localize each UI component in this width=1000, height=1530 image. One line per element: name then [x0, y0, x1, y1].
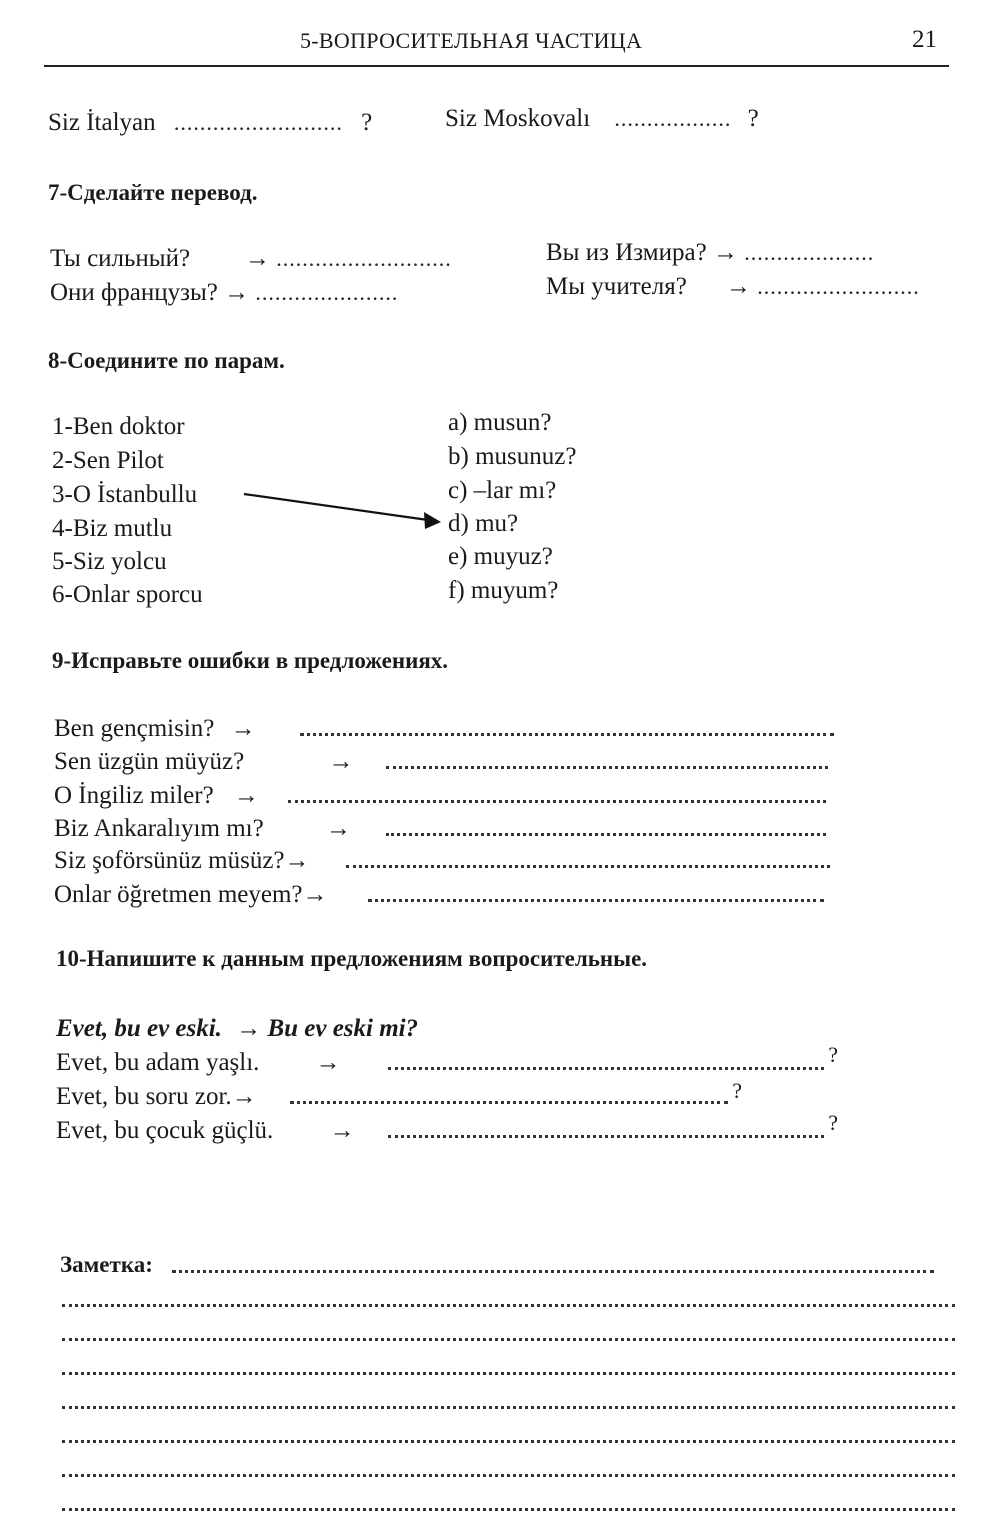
match-left-item[interactable]: 2-Sen Pilot: [52, 447, 164, 474]
prompt-text: Sen üzgün müyüz?: [54, 748, 245, 775]
ex10-item: [56, 1042, 838, 1078]
answer-blank[interactable]: ..................: [614, 106, 732, 131]
match-right-item[interactable]: d) mu?: [448, 510, 519, 537]
answer-blank[interactable]: [388, 1067, 824, 1070]
example-sentence: Evet, bu ev eski.: [56, 1015, 222, 1042]
match-left-item[interactable]: 1-Ben doktor: [52, 413, 185, 440]
prompt-text: Мы учителя?: [546, 273, 687, 300]
prompt-text: Ты сильный?: [50, 245, 191, 272]
match-right-item[interactable]: f) muyum?: [448, 577, 559, 604]
match-right-item[interactable]: c) –lar mı?: [448, 477, 557, 504]
answer-blank[interactable]: ...........................: [276, 246, 452, 271]
question-mark: ?: [747, 105, 759, 132]
match-left-item[interactable]: 3-O İstanbullu: [52, 481, 198, 508]
answer-blank[interactable]: [290, 1101, 728, 1104]
ex10-example: [56, 1014, 418, 1044]
ex9-item: [54, 714, 834, 744]
arrow-icon: →: [230, 715, 256, 742]
note-line[interactable]: [172, 1270, 934, 1273]
match-left-item[interactable]: 5-Siz yolcu: [52, 548, 167, 575]
note-line[interactable]: [62, 1406, 955, 1409]
answer-blank[interactable]: [346, 865, 830, 868]
prompt-text: Они французы?: [50, 279, 218, 306]
note-line[interactable]: [62, 1304, 955, 1307]
exercise-9-title: 9-Исправьте ошибки в предложениях.: [52, 648, 449, 673]
prompt-text: Вы из Измира?: [546, 239, 707, 266]
question-mark: ?: [361, 109, 373, 136]
question-mark: ?: [828, 1110, 838, 1135]
question-mark: ?: [828, 1042, 838, 1067]
exercise-10-title: 10-Напишите к данным предложениям вопросительные.: [56, 946, 648, 971]
match-right-item[interactable]: a) musun?: [448, 409, 552, 436]
arrow-icon: →: [233, 782, 259, 809]
match-left-item[interactable]: 4-Biz mutlu: [52, 515, 173, 542]
match-right-item[interactable]: e) muyuz?: [448, 543, 553, 570]
prompt-text: Evet, bu soru zor.: [56, 1083, 232, 1110]
arrow-icon: →: [231, 1083, 257, 1110]
answer-blank[interactable]: ....................: [744, 240, 875, 265]
arrow-icon: →: [329, 1117, 355, 1144]
answer-blank[interactable]: [288, 800, 826, 803]
question-mark: ?: [732, 1078, 742, 1103]
answer-blank[interactable]: [300, 733, 834, 736]
answer-blank[interactable]: [388, 1135, 824, 1138]
answer-blank[interactable]: ......................: [255, 280, 399, 305]
arrow-icon: →: [315, 1049, 341, 1076]
note-line[interactable]: [62, 1440, 955, 1443]
prompt-text: Siz şoförsünüz müsüz?: [54, 847, 285, 874]
arrow-icon: →: [712, 239, 738, 266]
arrow-icon: →: [245, 245, 270, 272]
match-right-item[interactable]: b) musunuz?: [448, 443, 577, 470]
exercise-8-title: 8-Соедините по парам.: [48, 348, 285, 373]
exercise-7-title: 7-Сделайте перевод.: [48, 180, 258, 205]
page-number: 21: [912, 26, 937, 53]
prompt-text: Evet, bu çocuk güçlü.: [56, 1117, 274, 1144]
note-line[interactable]: [62, 1474, 955, 1477]
prompt-text: O İngiliz miler?: [54, 782, 214, 809]
arrow-icon: →: [284, 847, 310, 874]
ex9-item: [54, 880, 824, 910]
answer-blank[interactable]: ..........................: [173, 110, 343, 135]
prompt-text: Siz İtalyan: [48, 109, 156, 136]
arrow-icon: →: [302, 881, 328, 908]
ex9-item: [54, 747, 828, 777]
chapter-title: 5-ВОПРОСИТЕЛЬНАЯ ЧАСТИЦА: [300, 28, 643, 53]
ex9-item: [54, 814, 826, 844]
ex9-item: [54, 846, 830, 876]
answer-blank[interactable]: [386, 833, 826, 836]
prompt-text: Siz Moskovalı: [445, 105, 591, 132]
prompt-text: Ben gençmisin?: [54, 715, 215, 742]
prompt-text: Biz Ankaralıyım mı?: [54, 815, 264, 842]
note-line[interactable]: [62, 1508, 955, 1511]
prompt-text: Onlar öğretmen meyem?: [54, 881, 303, 908]
ex10-item: [56, 1110, 838, 1146]
example-answer: Bu ev eski mi?: [267, 1015, 419, 1042]
arrow-icon: →: [328, 748, 354, 775]
arrow-icon: →: [726, 273, 751, 300]
answer-blank[interactable]: [386, 766, 828, 769]
match-left-item[interactable]: 6-Onlar sporcu: [52, 581, 203, 608]
answer-blank[interactable]: [368, 899, 824, 902]
ex9-item: [54, 781, 826, 811]
note-label: Заметка:: [60, 1252, 153, 1277]
arrow-icon: →: [224, 279, 250, 306]
note-line[interactable]: [62, 1372, 955, 1375]
ex10-item: [56, 1078, 742, 1112]
note-line[interactable]: [62, 1338, 955, 1341]
arrow-icon: →: [236, 1015, 262, 1042]
answer-blank[interactable]: .........................: [757, 274, 920, 299]
prompt-text: Evet, bu adam yaşlı.: [56, 1049, 260, 1076]
arrow-icon: →: [325, 815, 351, 842]
